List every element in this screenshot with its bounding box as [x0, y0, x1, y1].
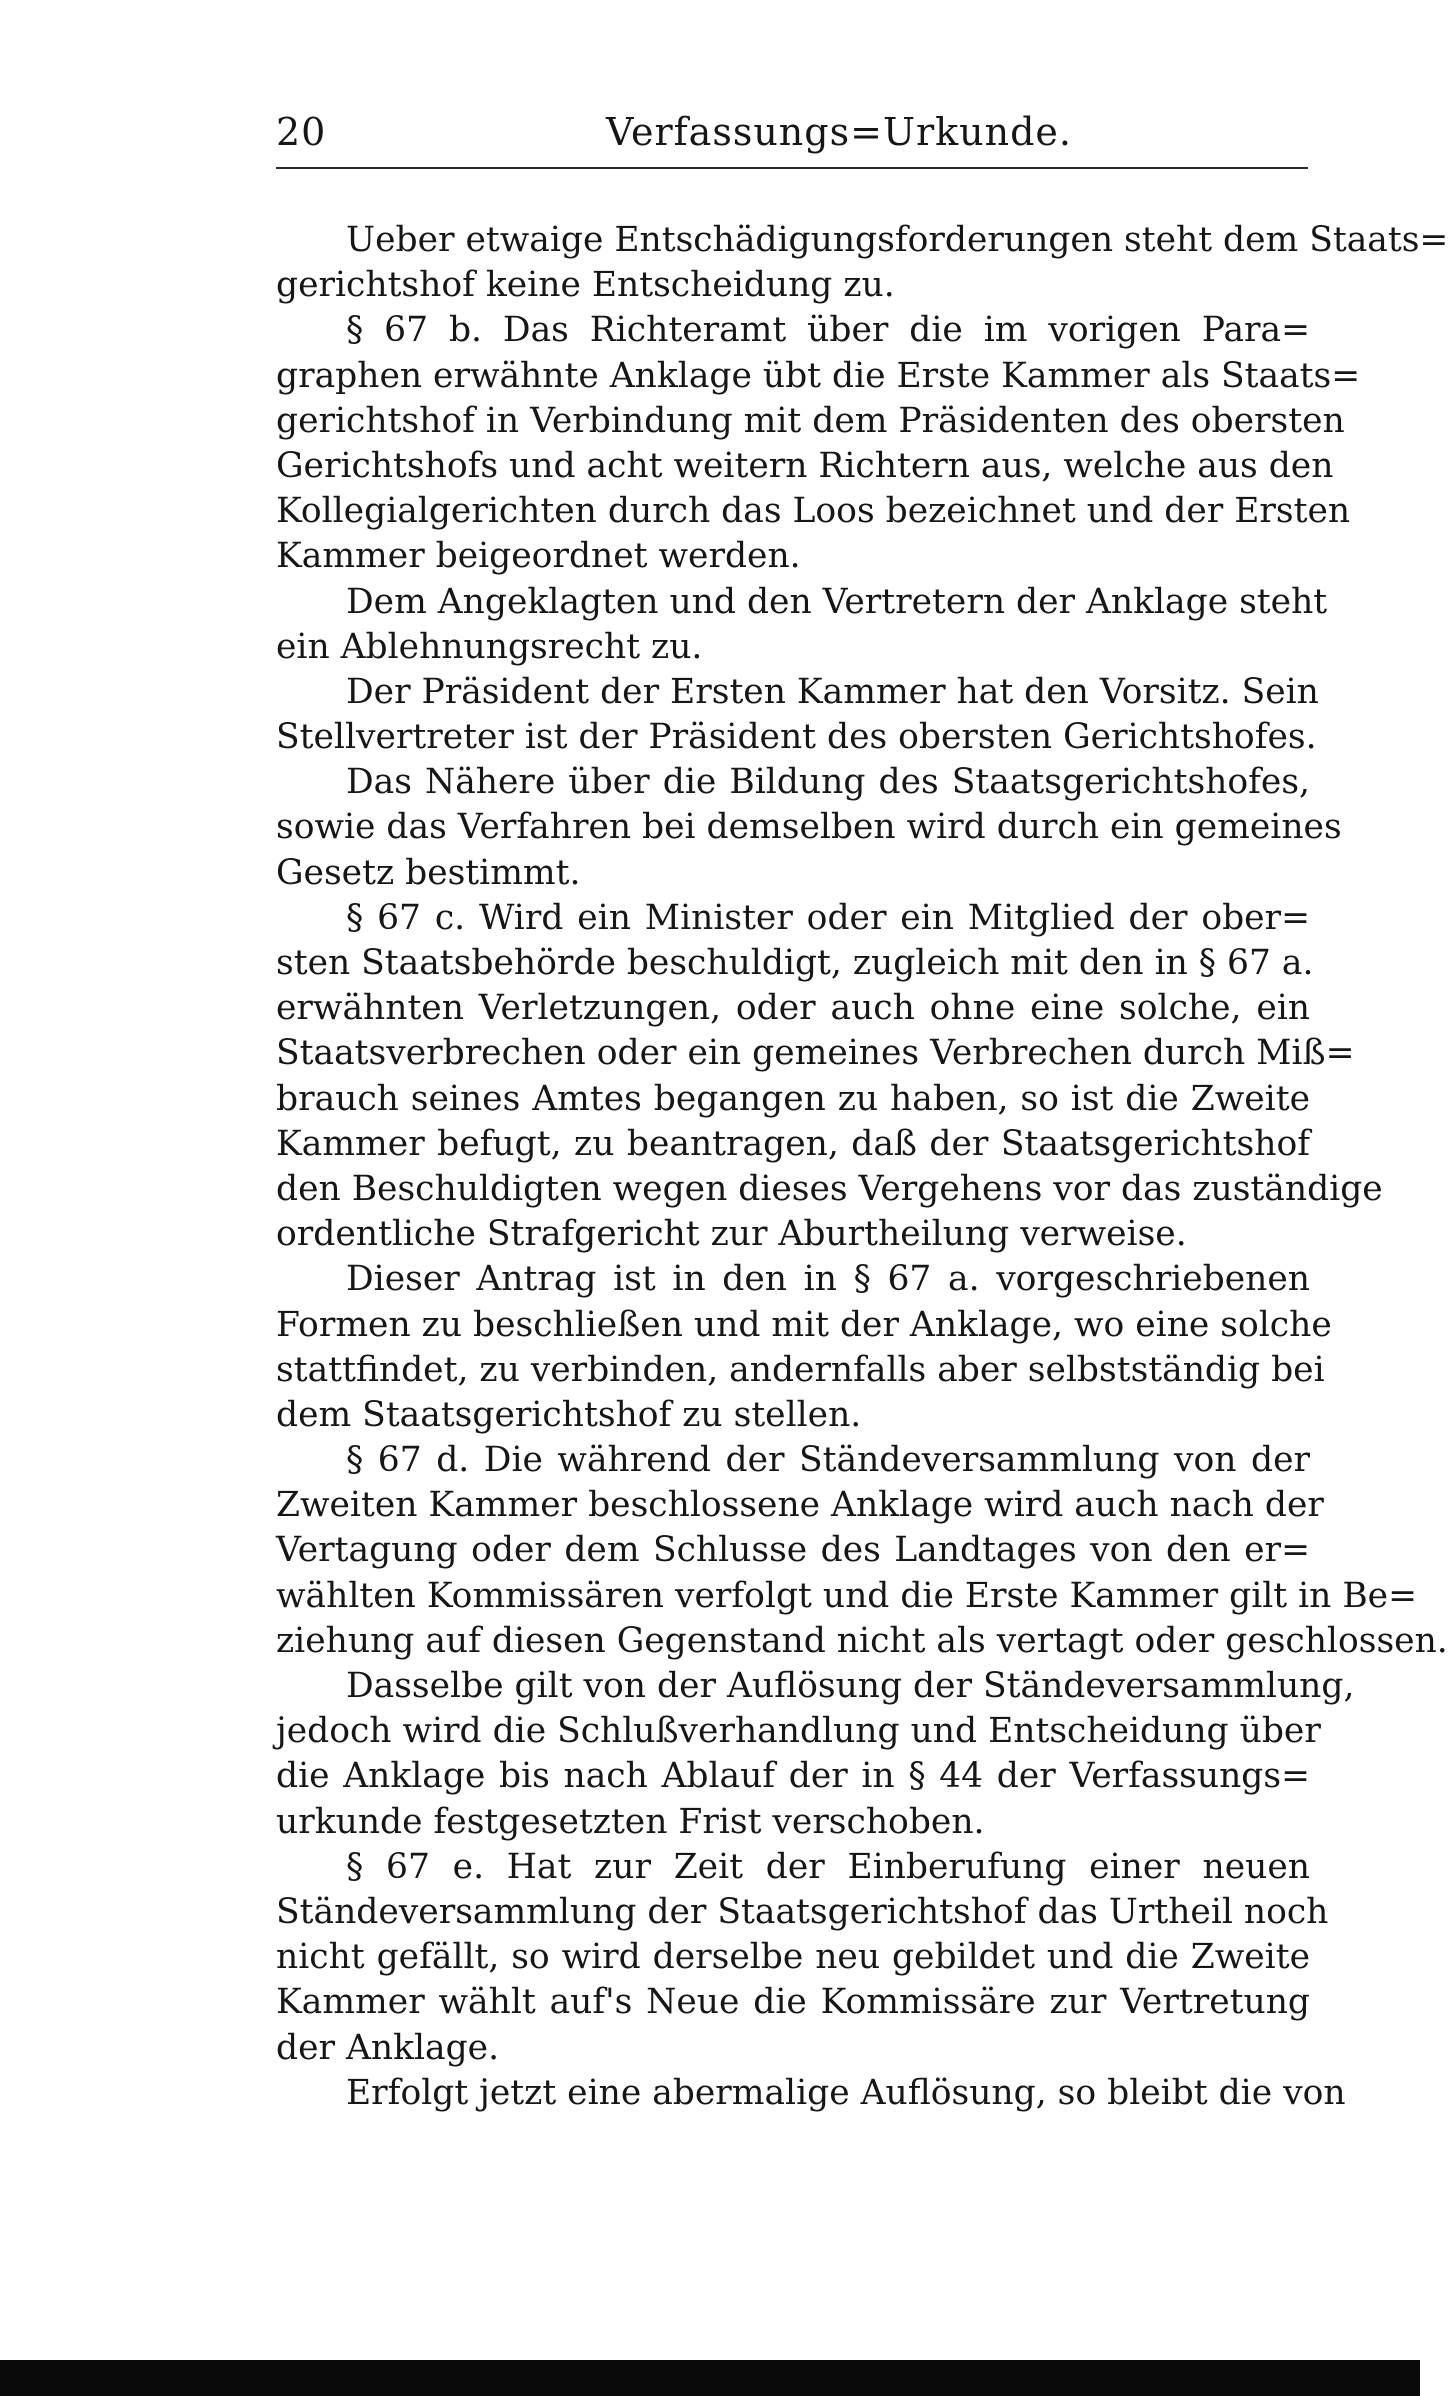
running-title: Verfassungs=Urkunde.	[606, 110, 1072, 154]
text-line: Kammer befugt, zu beantragen, daß der Staatsgerichtshof	[276, 1123, 1310, 1164]
text-line: Gerichtshofs und acht weitern Richtern aus, welche aus den	[276, 445, 1334, 486]
text-line: Dieser Antrag ist in den in § 67 a. vorgeschriebenen	[346, 1259, 1310, 1300]
text-line: Formen zu beschließen und mit der Anklage, wo eine solche	[276, 1304, 1332, 1345]
page-number: 20	[276, 110, 327, 154]
text-line: gerichtshof in Verbindung mit dem Präsidenten des obersten	[276, 400, 1345, 441]
text-line: Kammer beigeordnet werden.	[276, 536, 801, 577]
text-line: urkunde festgesetzten Frist verschoben.	[276, 1801, 985, 1842]
text-line: Dasselbe gilt von der Auflösung der Ständeversammlung,	[346, 1666, 1355, 1706]
text-line: die Anklage bis nach Ablauf der in § 44 der Verfassungs=	[276, 1756, 1310, 1797]
text-line: sten Staatsbehörde beschuldigt, zugleich mit den in § 67 a.	[276, 943, 1314, 983]
text-line: Ueber etwaige Entschädigungsforderungen steht dem Staats=	[346, 220, 1448, 260]
text-line: Kollegialgerichten durch das Loos bezeichnet und der Ersten	[276, 491, 1351, 532]
text-line: graphen erwähnte Anklage übt die Erste Kammer als Staats=	[276, 355, 1361, 396]
text-line: ein Ablehnungsrecht zu.	[276, 626, 703, 667]
text-line: § 67 e. Hat zur Zeit der Einberufung einer neuen	[346, 1846, 1310, 1887]
text-line: erwähnten Verletzungen, oder auch ohne eine solche, ein	[276, 988, 1310, 1029]
text-line: gerichtshof keine Entscheidung zu.	[276, 265, 895, 306]
text-line: Stellvertreter ist der Präsident des obersten Gerichtshofes.	[276, 717, 1317, 758]
text-line: Dem Angeklagten und den Vertretern der Anklage steht	[346, 581, 1328, 622]
text-line: den Beschuldigten wegen dieses Vergehens vor das zuständige	[276, 1168, 1383, 1209]
body-text	[276, 218, 1448, 2116]
text-line: Erfolgt jetzt eine abermalige Auflösung, so bleibt die von	[346, 2072, 1346, 2113]
text-line: Ständeversammlung der Staatsgerichtshof das Urtheil noch	[276, 1891, 1329, 1932]
scan-bottom-edge	[0, 2360, 1420, 2396]
text-line: stattfindet, zu verbinden, andernfalls aber selbstständig bei	[276, 1349, 1325, 1390]
text-line: Der Präsident der Ersten Kammer hat den Vorsitz. Sein	[346, 671, 1319, 712]
text-line: Zweiten Kammer beschlossene Anklage wird auch nach der	[276, 1485, 1324, 1526]
page-header	[276, 104, 1308, 164]
text-line: Staatsverbrechen oder ein gemeines Verbrechen durch Miß=	[276, 1033, 1355, 1074]
text-line: brauch seines Amtes begangen zu haben, so ist die Zweite	[276, 1078, 1310, 1119]
text-line: sowie das Verfahren bei demselben wird durch ein gemeines	[276, 807, 1342, 848]
text-line: der Anklage.	[276, 2027, 500, 2068]
text-line: wählten Kommissären verfolgt und die Erste Kammer gilt in Be=	[276, 1575, 1418, 1616]
text-line: Vertagung oder dem Schlusse des Landtages von den er=	[276, 1530, 1310, 1571]
text-line: nicht gefällt, so wird derselbe neu gebildet und die Zweite	[276, 1937, 1310, 1978]
text-line: Kammer wählt auf's Neue die Kommissäre zur Vertretung	[276, 1982, 1310, 2023]
text-line: § 67 c. Wird ein Minister oder ein Mitglied der ober=	[346, 897, 1310, 938]
text-line: ziehung auf diesen Gegenstand nicht als vertagt oder geschlossen.	[276, 1620, 1448, 1661]
text-line: ordentliche Strafgericht zur Aburtheilung verweise.	[276, 1214, 1187, 1255]
text-line: dem Staatsgerichtshof zu stellen.	[276, 1394, 862, 1435]
text-line: Das Nähere über die Bildung des Staatsgerichtshofes,	[346, 762, 1310, 803]
text-line: § 67 d. Die während der Ständeversammlung von der	[346, 1440, 1310, 1481]
text-line: jedoch wird die Schlußverhandlung und Entscheidung über	[276, 1711, 1321, 1752]
text-line: § 67 b. Das Richteramt über die im vorigen Para=	[346, 310, 1310, 351]
header-rule	[276, 167, 1308, 169]
text-line: Gesetz bestimmt.	[276, 852, 581, 893]
